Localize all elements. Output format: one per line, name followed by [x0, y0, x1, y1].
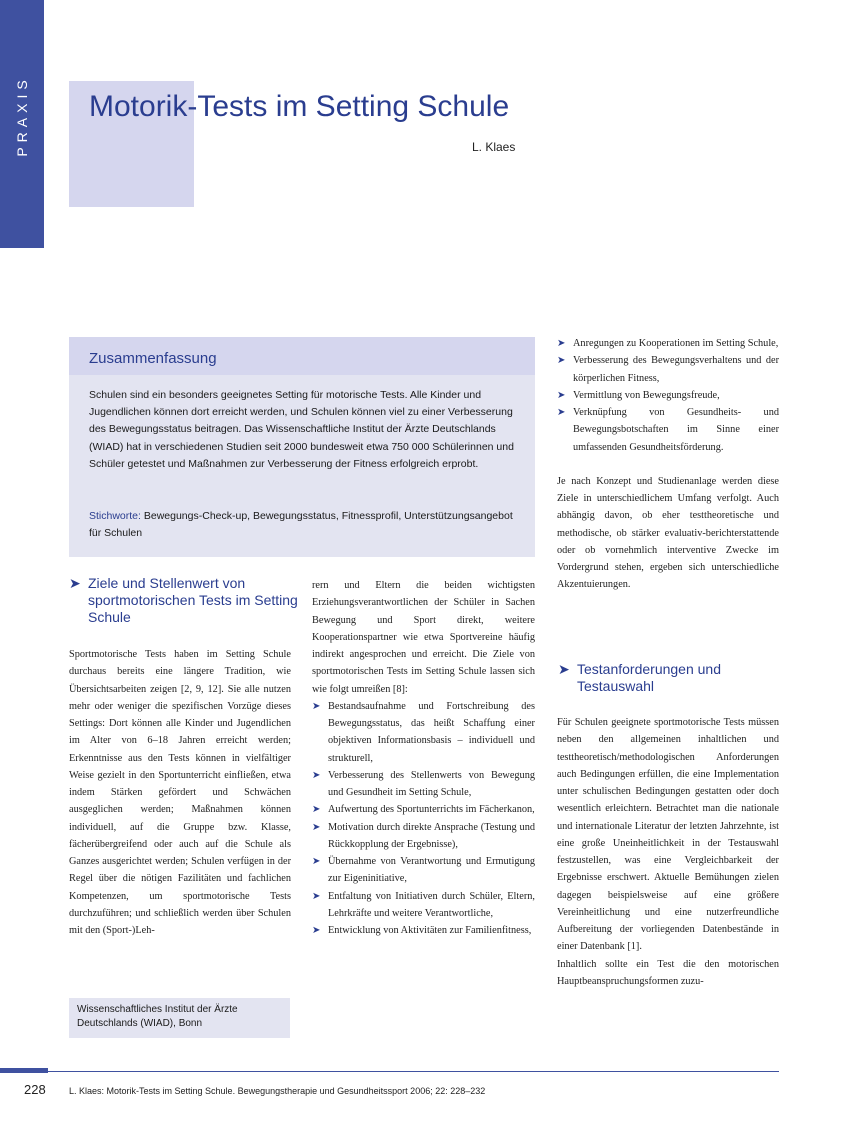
abstract-header: [69, 337, 535, 375]
page-number: 228: [24, 1082, 46, 1097]
list-item-text: Aufwertung des Sportunterrichts im Fächerkanon,: [328, 804, 535, 816]
list-item: [557, 335, 779, 352]
section-label: PRAXIS: [14, 75, 30, 157]
bullet-arrow-icon: ➤: [312, 856, 321, 867]
paragraph: Sportmotorische Tests haben im Setting Schule durchaus bereits eine längere Tradition, wie Übersichtsarbeiten zeigen [2, 9, 12]. Sie alle nutzen mehr oder weniger die spezifischen Vorzüge dieses Settings: Dort können alle Kinder und Jugendlichen im Alter von 6–18 Jahren erreicht werden; Erkenntnisse aus den Tests können in vielfältiger Weise gezielt in den Sportunterricht einfließen, etwa indem Stärken gefördert und Schwächen ausgeglichen werden; Maßnahmen können individuell, auf die Gruppe bzw. Klasse, fächerübergreifend oder auch auf die Schule als Ganzes ausgerichtet werden; Schulen verfügen in der Regel über die nötigen Fazilitäten und fachlichen Kompetenzen, um sportmotorische Tests durchzuführen; und schließlich werden über Schulen mit den (Sport-)Leh-: [69, 649, 291, 936]
bullet-arrow-icon: ➤: [557, 407, 566, 418]
list-item-text: Motivation durch direkte Ansprache (Testung und Rückkopplung der Ergebnisse),: [328, 821, 535, 850]
list-item-text: Bestandsaufnahme und Fortschreibung des Bewegungsstatus, das heißt Schaffung einer objektiven Informationsbasis – individuell und strukturell,: [328, 700, 535, 764]
list-item: [312, 767, 535, 802]
keywords-text: Bewegungs-Check-up, Bewegungsstatus, Fitnessprofil, Unterstützungsangebot für Schulen: [89, 510, 513, 540]
footer-accent-bar: [0, 1068, 48, 1073]
section-arrow-icon: ➤: [69, 575, 81, 591]
list-item-text: Entfaltung von Initiativen durch Schüler, Eltern, Lehrkräfte und weitere Verantwortliche,: [328, 890, 535, 919]
list-item: [312, 698, 535, 767]
list-item: [312, 922, 535, 939]
list-item-text: Entwicklung von Aktivitäten zur Familienfitness,: [328, 925, 532, 936]
footer-citation: L. Klaes: Motorik-Tests im Setting Schule. Bewegungstherapie und Gesundheitssport 2006; 22: 228–232: [69, 1086, 486, 1096]
section-tab: [0, 0, 44, 248]
section-heading-goals: [69, 575, 298, 626]
list-item-text: Vermittlung von Bewegungsfreude,: [573, 389, 720, 401]
abstract-box: [69, 337, 535, 557]
keywords-label: Stichworte:: [89, 510, 141, 522]
affiliation-line-2: Deutschlands (WIAD), Bonn: [77, 1017, 203, 1029]
paragraph: Für Schulen geeignete sportmotorische Tests müssen neben den allgemeinen inhaltlichen und testtheoretisch/methodologischen Anforderungen auch Bedingungen erfüllen, die eine Implementation unter schulischen Bedingungen gestatten oder doch wesentlich erleichtern. Betrachtet man die nationale und internationale Literatur der letzten Jahrzehnte, ist eine große Uneinheitlichkeit in der Testauswahl festzustellen, was eine Vergleichbarkeit der Ergebnisse erschwert. Aktuelle Bemühungen zielen dagegen beispielsweise auf eine größere Vereinheitlichung und eine nutzerfreundliche Aufbereitung der vorliegenden Datenbestände in einer Datenbank [1].: [557, 717, 779, 953]
list-item: [557, 387, 779, 404]
column-3-text: [557, 335, 779, 594]
column-2-text: [312, 577, 535, 939]
abstract-keywords: [89, 508, 515, 542]
goals-list: [312, 698, 535, 940]
bullet-arrow-icon: ➤: [557, 389, 566, 401]
affiliation-text: [77, 1003, 287, 1030]
column-3-text-lower: [557, 714, 779, 990]
goals-list-continued: [557, 335, 779, 456]
affiliation-box: [69, 998, 290, 1038]
list-item-text: Verknüpfung von Gesundheits- und Bewegungsbotschaften im Sinne einer umfassenden Gesundheitsförderung.: [573, 407, 779, 453]
bullet-arrow-icon: ➤: [557, 338, 566, 349]
list-item-text: Anregungen zu Kooperationen im Setting Schule,: [573, 338, 779, 349]
abstract-text: Schulen sind ein besonders geeignetes Setting für motorische Tests. Alle Kinder und Jugendlichen können dort erreicht werden, und Schulen können viel zu einer Verbesserung des Bewegungsstatus beitragen. Das Wissenschaftliche Institut der Ärzte Deutschlands (WIAD) hat in verschiedenen Studien seit 2000 bundesweit etwa 750 000 Schülerinnen und Schüler getestet und Maßnahmen zur Verbesserung der Fitness erfolgreich erprobt.: [89, 389, 514, 470]
paragraph: rern und Eltern die beiden wichtigsten Erziehungsverantwortlichen der Schüler in Sachen Bewegung und Sport direkt, weitere Kooperationspartner wie etwa Sportvereine häufig indirekt angesprochen und erreicht. Die Ziele von sportmotorischen Tests im Setting Schule lassen sich wie folgt umreißen [8]:: [312, 580, 535, 695]
affiliation-line-1: Wissenschaftliches Institut der Ärzte: [77, 1004, 238, 1015]
list-item: [557, 352, 779, 387]
article-author: L. Klaes: [472, 140, 516, 154]
footer-rule: [48, 1071, 779, 1072]
list-item: [312, 819, 535, 854]
list-item: [312, 888, 535, 923]
section-heading-text: Testanforderungen und Testauswahl: [577, 661, 721, 694]
section-arrow-icon: ➤: [558, 661, 570, 677]
list-item: [312, 853, 535, 888]
list-item: [557, 404, 779, 456]
article-title: Motorik-Tests im Setting Schule: [89, 90, 510, 123]
paragraph: Je nach Konzept und Studienanlage werden diese Ziele in unterschiedlichem Umfang verfolgt. Auch abhängig davon, ob eher testtheoretische und methodische, ob stärker evaluativ-berichterstattende oder ob vornehmlich interventive Zwecke im Vordergrund stehen, ergeben sich unterschiedliche Akzentuierungen.: [557, 475, 779, 591]
column-1-text: [69, 646, 291, 939]
bullet-arrow-icon: ➤: [312, 821, 321, 833]
paragraph: Inhaltlich sollte ein Test die den motorischen Hauptbeanspruchungsformen zuzu-: [557, 958, 779, 987]
abstract-heading: Zusammenfassung: [89, 350, 217, 367]
list-item: [312, 801, 535, 818]
list-item-text: Verbesserung des Stellenwerts von Bewegung und Gesundheit im Setting Schule,: [328, 769, 535, 798]
bullet-arrow-icon: ➤: [312, 700, 321, 712]
bullet-arrow-icon: ➤: [312, 890, 321, 902]
bullet-arrow-icon: ➤: [312, 769, 321, 781]
section-heading-requirements: [558, 661, 777, 695]
section-heading-text: Ziele und Stellenwert von sportmotorischen Tests im Setting Schule: [88, 575, 298, 625]
bullet-arrow-icon: ➤: [557, 355, 566, 367]
list-item-text: Übernahme von Verantwortung und Ermutigung zur Eigeninitiative,: [328, 856, 535, 885]
bullet-arrow-icon: ➤: [312, 804, 321, 816]
bullet-arrow-icon: ➤: [312, 925, 321, 936]
list-item-text: Verbesserung des Bewegungsverhaltens und der körperlichen Fitness,: [573, 355, 779, 384]
